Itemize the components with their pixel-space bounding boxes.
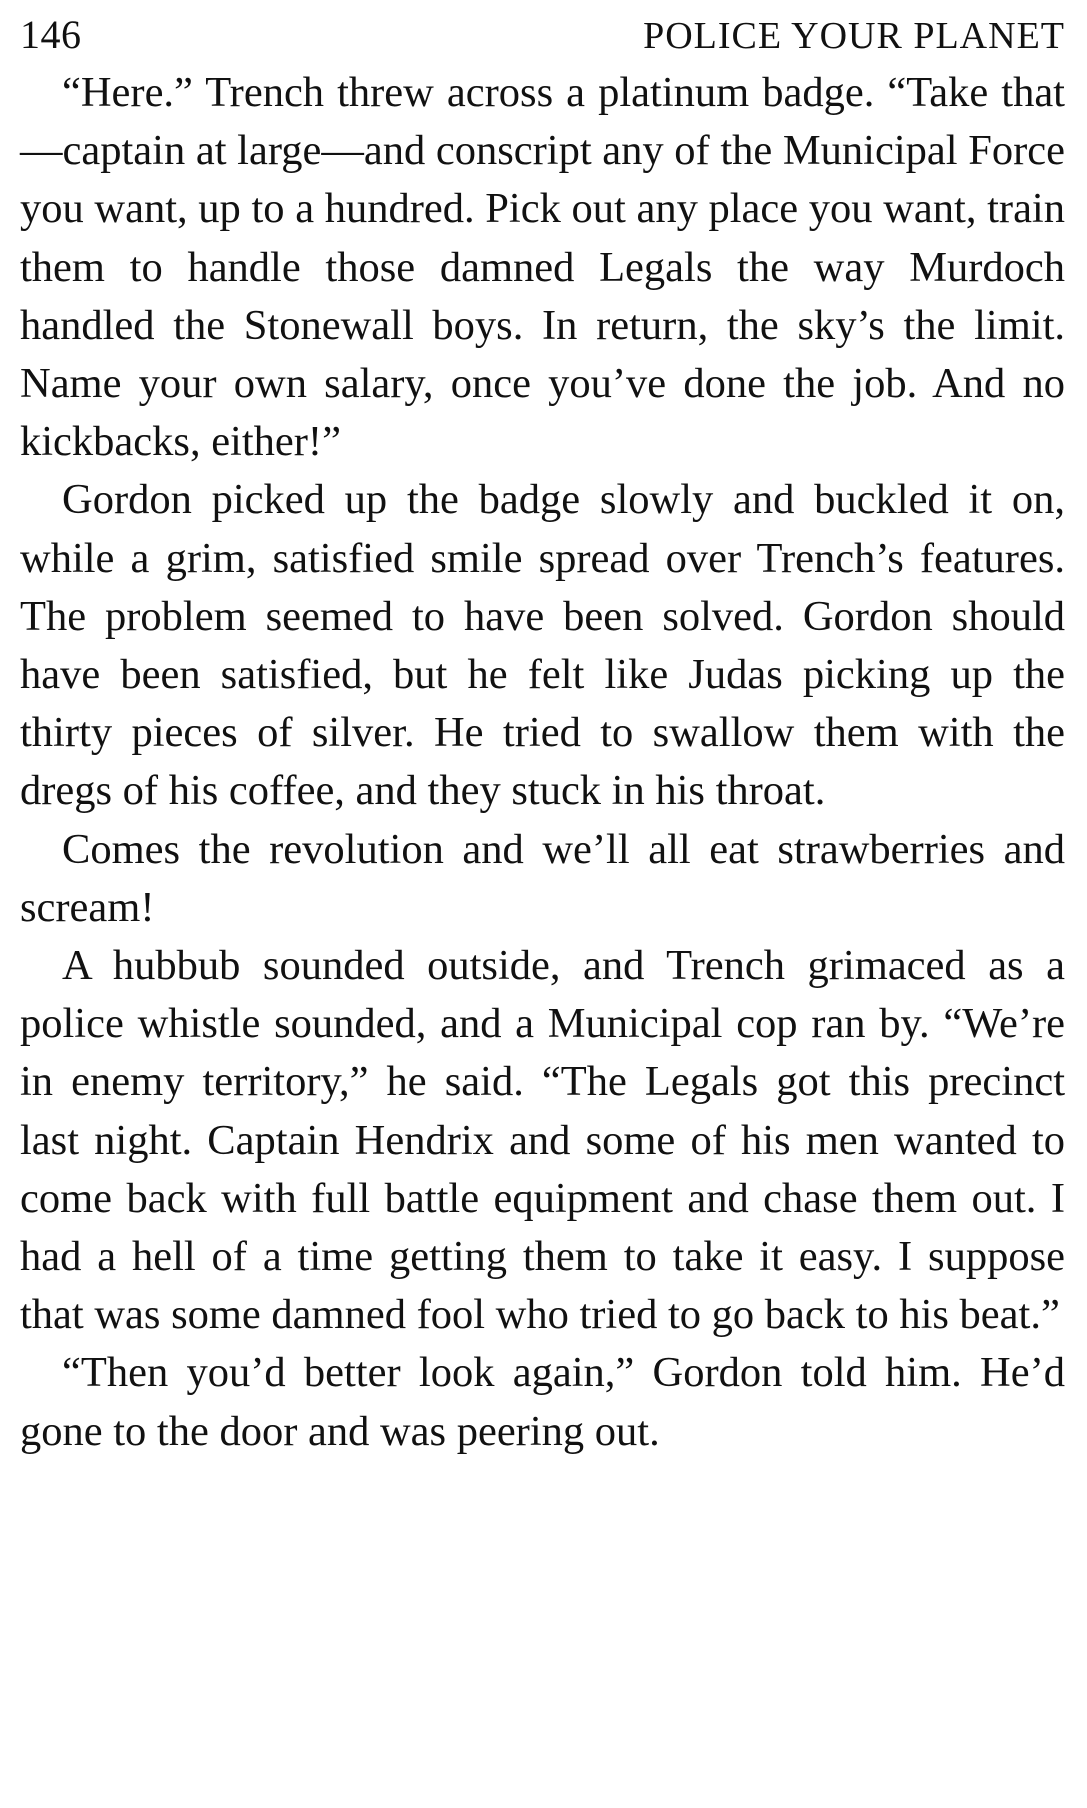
- paragraph: Comes the revolution and we’ll all eat strawberries and scream!: [20, 825, 1065, 931]
- body-text: [20, 64, 1065, 1461]
- paragraph: A hubbub sounded outside, and Trench grimaced as a police whistle sounded, and a Municipal cop ran by. “We’re in enemy territory,” he said. “The Legals got this precinct last night. Captain Hendrix and some of his men wanted to come back with full battle equipment and chase them out. I had a hell of a time getting them to take it easy. I suppose that was some damned fool who tried to go back to his beat.”: [20, 942, 1065, 1339]
- book-page: [20, 6, 1065, 1461]
- paragraph: “Here.” Trench threw across a platinum badge. “Take that—captain at large—and conscript any of the Municipal Force you want, up to a hundred. Pick out any place you want, train them to handle those damned Legals the way Murdoch handled the Stonewall boys. In return, the sky’s the limit. Name your own salary, once you’ve done the job. And no kickbacks, either!”: [20, 69, 1065, 466]
- paragraph: Gordon picked up the badge slowly and buckled it on, while a grim, satisfied smile spread over Trench’s features. The problem seemed to have been solved. Gordon should have been satisfied, but he felt like Judas picking up the thirty pieces of silver. He tried to swallow them with the dregs of his coffee, and they stuck in his throat.: [20, 476, 1065, 815]
- page-number: 146: [20, 12, 82, 57]
- paragraph: “Then you’d better look again,” Gordon told him. He’d gone to the door and was peering out.: [20, 1349, 1065, 1455]
- running-head: [20, 6, 1065, 64]
- book-title: POLICE YOUR PLANET: [643, 15, 1065, 57]
